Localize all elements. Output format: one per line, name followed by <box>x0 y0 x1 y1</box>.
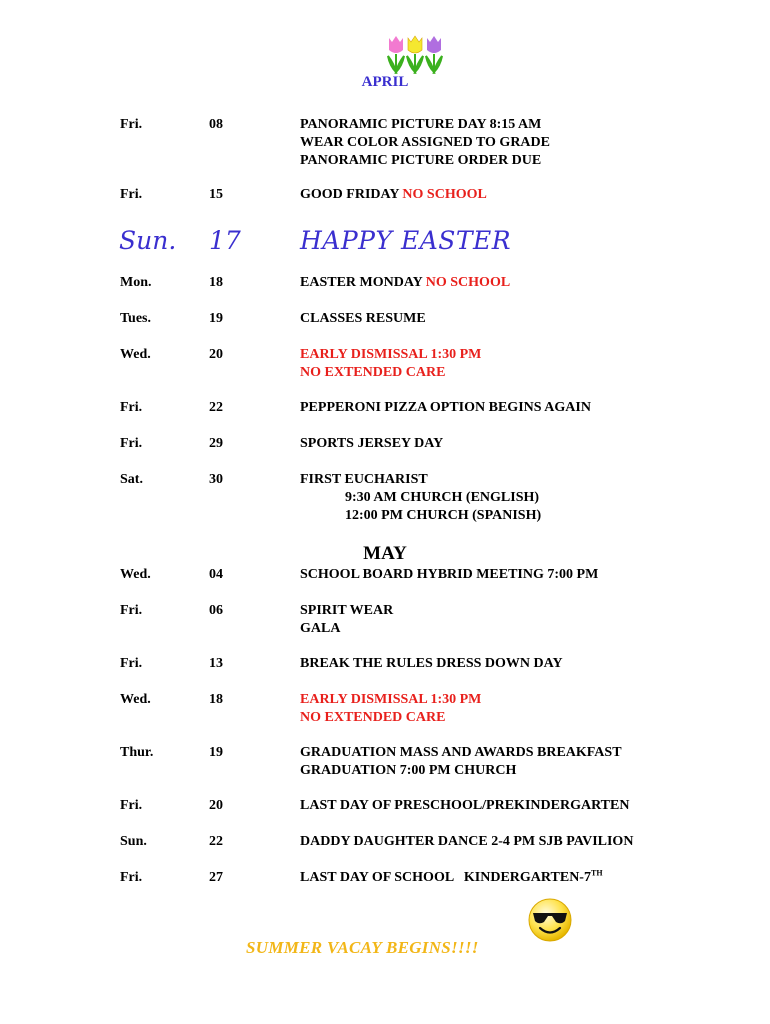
event-description: DADDY DAUGHTER DANCE 2-4 PM SJB PAVILION <box>300 834 634 849</box>
date-number: 22 <box>209 834 223 849</box>
event-description: BREAK THE RULES DRESS DOWN DAY <box>300 656 563 671</box>
event-description: FIRST EUCHARIST 9:30 AM CHURCH (ENGLISH) 12:00 PM CHURCH (SPANISH) <box>300 472 542 523</box>
date-number: 04 <box>209 567 223 582</box>
date-number: 15 <box>209 187 223 202</box>
event-description: EARLY DISMISSAL 1:30 PM NO EXTENDED CARE <box>300 347 482 380</box>
day-label: Wed. <box>120 567 151 582</box>
tulips-icon <box>386 34 444 74</box>
event-description: PEPPERONI PIZZA OPTION BEGINS AGAIN <box>300 400 591 415</box>
day-label: Wed. <box>120 692 151 707</box>
day-label: Sat. <box>120 472 143 487</box>
event-description: SPORTS JERSEY DAY <box>300 436 444 451</box>
day-label: Thur. <box>120 745 154 760</box>
day-label: Mon. <box>120 275 152 290</box>
event-description: CLASSES RESUME <box>300 311 426 326</box>
date-number: 27 <box>209 870 223 885</box>
date-number: 30 <box>209 472 223 487</box>
date-number: 08 <box>209 117 223 132</box>
day-label: Fri. <box>120 798 143 813</box>
event-description: EASTER MONDAY NO SCHOOL <box>300 275 511 290</box>
day-label: Tues. <box>120 311 152 326</box>
event-description: GRADUATION MASS AND AWARDS BREAKFAST GRADUATION 7:00 PM CHURCH <box>300 745 622 778</box>
date-number: 18 <box>209 692 223 707</box>
may-heading: MAY <box>363 543 407 564</box>
no-school-label: NO SCHOOL <box>402 187 487 202</box>
event-description: LAST DAY OF SCHOOL KINDERGARTEN-7TH <box>300 868 603 885</box>
date-number: 22 <box>209 400 223 415</box>
day-label: Fri. <box>120 400 143 415</box>
date-number: 18 <box>209 275 223 290</box>
date-number: 20 <box>209 347 223 362</box>
date-number: 19 <box>209 311 223 326</box>
event-description: SCHOOL BOARD HYBRID MEETING 7:00 PM <box>300 567 599 582</box>
day-label: Fri. <box>120 117 143 132</box>
day-label: Wed. <box>120 347 151 362</box>
event-description: PANORAMIC PICTURE DAY 8:15 AM WEAR COLOR ASSIGNED TO GRADE PANORAMIC PICTURE ORDER DUE <box>300 117 550 168</box>
event-description: SPIRIT WEAR GALA <box>300 603 394 636</box>
april-heading: APRIL <box>361 74 409 90</box>
date-number: 19 <box>209 745 223 760</box>
date-number: 17 <box>209 226 241 255</box>
easter-row <box>0 226 770 258</box>
date-number: 20 <box>209 798 223 813</box>
summer-vacay-text: SUMMER VACAY BEGINS!!!! <box>246 938 479 957</box>
happy-easter-text: HAPPY EASTER <box>300 226 512 255</box>
day-label: Sun. <box>120 834 147 849</box>
day-label: Fri. <box>120 603 143 618</box>
event-description: EARLY DISMISSAL 1:30 PM NO EXTENDED CARE <box>300 692 482 725</box>
day-label: Fri. <box>120 656 143 671</box>
day-label: Fri. <box>120 187 143 202</box>
day-label: Fri. <box>120 436 143 451</box>
no-school-label: NO SCHOOL <box>425 275 511 290</box>
day-label: Fri. <box>120 870 143 885</box>
event-description: GOOD FRIDAY NO SCHOOL <box>300 187 487 202</box>
event-description: LAST DAY OF PRESCHOOL/PREKINDERGARTEN <box>300 798 630 813</box>
day-label: Sun. <box>119 226 177 255</box>
date-number: 29 <box>209 436 223 451</box>
date-number: 13 <box>209 656 223 671</box>
date-number: 06 <box>209 603 223 618</box>
sunglasses-smiley-icon <box>527 897 573 943</box>
